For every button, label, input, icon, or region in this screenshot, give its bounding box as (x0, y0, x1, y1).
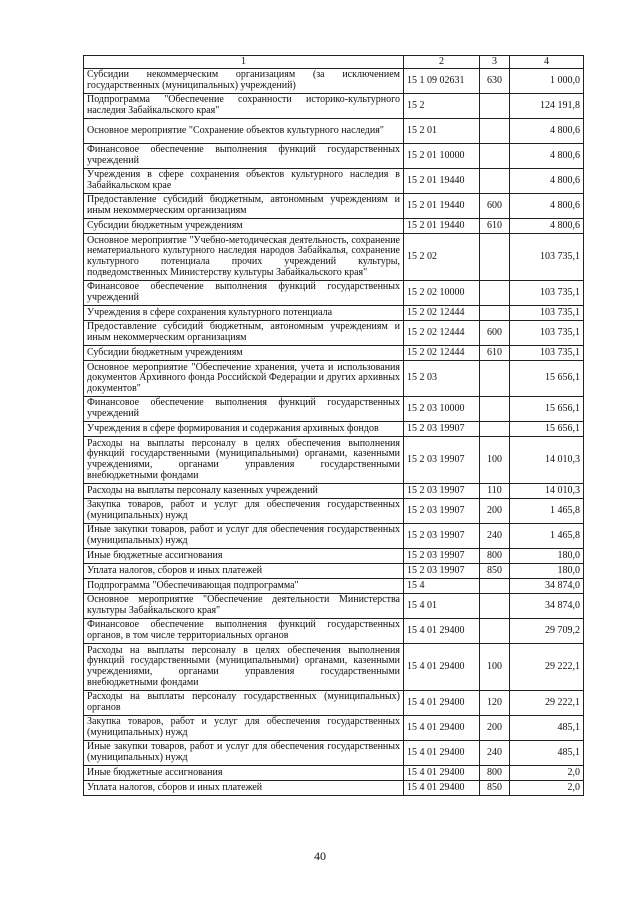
cell-expense-type: 850 (480, 564, 510, 579)
table-row (84, 484, 584, 499)
cell-expense-type: 240 (480, 741, 510, 766)
cell-name: Учреждения в сфере сохранения объектов культурного наследия в Забайкальском крае (84, 169, 404, 194)
cell-name: Основное мероприятие "Обеспечение хранения, учета и использования документов Архивного фонда Российской Федерации и других архивных документов" (84, 361, 404, 397)
cell-sum: 15 656,1 (510, 397, 584, 422)
cell-code: 15 4 01 29400 (404, 619, 480, 644)
cell-name: Предоставление субсидий бюджетным, автономным учреждениям и иным некоммерческим организациям (84, 194, 404, 219)
cell-expense-type (480, 169, 510, 194)
cell-expense-type: 110 (480, 484, 510, 499)
table-row (84, 361, 584, 397)
table-row (84, 194, 584, 219)
header-col-name: 1 (84, 56, 404, 69)
cell-name: Финансовое обеспечение выполнения функций государственных органов, в том числе территориальных органов (84, 619, 404, 644)
cell-code: 15 4 01 29400 (404, 691, 480, 716)
cell-sum: 1 465,8 (510, 499, 584, 524)
cell-sum: 14 010,3 (510, 484, 584, 499)
cell-code: 15 2 03 19907 (404, 422, 480, 437)
cell-expense-type: 610 (480, 346, 510, 361)
cell-name: Финансовое обеспечение выполнения функций государственных учреждений (84, 281, 404, 306)
cell-sum: 103 735,1 (510, 281, 584, 306)
cell-sum: 34 874,0 (510, 579, 584, 594)
table-row (84, 94, 584, 119)
page-number: 40 (314, 849, 326, 863)
table-row (84, 306, 584, 321)
cell-sum: 4 800,6 (510, 119, 584, 144)
table-row (84, 594, 584, 619)
cell-code: 15 2 01 (404, 119, 480, 144)
cell-sum: 4 800,6 (510, 219, 584, 234)
cell-code: 15 4 01 29400 (404, 741, 480, 766)
cell-name: Закупка товаров, работ и услуг для обеспечения государственных (муниципальных) нужд (84, 499, 404, 524)
cell-sum: 29 222,1 (510, 691, 584, 716)
header-col-code: 2 (404, 56, 480, 69)
cell-code: 15 2 03 19907 (404, 524, 480, 549)
cell-name: Расходы на выплаты персоналу в целях обеспечения выполнения функций государственными (муниципальными) органами, казенными учреждениями, органами управления государственными внебюджетными фондами (84, 437, 404, 484)
cell-expense-type: 800 (480, 766, 510, 781)
table-row (84, 346, 584, 361)
cell-code: 15 2 03 19907 (404, 564, 480, 579)
cell-name: Иные бюджетные ассигнования (84, 549, 404, 564)
table-row (84, 691, 584, 716)
cell-sum: 103 735,1 (510, 346, 584, 361)
cell-sum: 4 800,6 (510, 194, 584, 219)
table-header (84, 56, 584, 69)
cell-expense-type: 100 (480, 644, 510, 691)
table-row (84, 644, 584, 691)
cell-sum: 34 874,0 (510, 594, 584, 619)
cell-expense-type: 120 (480, 691, 510, 716)
cell-sum: 29 222,1 (510, 644, 584, 691)
table-row (84, 437, 584, 484)
cell-sum: 15 656,1 (510, 422, 584, 437)
table-row (84, 549, 584, 564)
cell-sum: 1 465,8 (510, 524, 584, 549)
cell-code: 15 2 02 12444 (404, 306, 480, 321)
table-row (84, 144, 584, 169)
cell-expense-type: 600 (480, 194, 510, 219)
header-row (84, 56, 584, 69)
cell-name: Учреждения в сфере формирования и содержания архивных фондов (84, 422, 404, 437)
cell-code: 15 2 03 (404, 361, 480, 397)
cell-expense-type (480, 397, 510, 422)
cell-expense-type (480, 306, 510, 321)
cell-name: Основное мероприятие "Обеспечение деятельности Министерства культуры Забайкальского края" (84, 594, 404, 619)
cell-expense-type (480, 119, 510, 144)
cell-sum: 14 010,3 (510, 437, 584, 484)
cell-sum: 1 000,0 (510, 69, 584, 94)
table-row (84, 422, 584, 437)
cell-code: 15 2 02 12444 (404, 346, 480, 361)
table-row (84, 169, 584, 194)
cell-sum: 4 800,6 (510, 144, 584, 169)
cell-sum: 103 735,1 (510, 306, 584, 321)
cell-code: 15 2 (404, 94, 480, 119)
cell-expense-type: 850 (480, 781, 510, 796)
cell-expense-type: 200 (480, 499, 510, 524)
cell-code: 15 2 01 19440 (404, 219, 480, 234)
budget-table (83, 55, 584, 796)
cell-code: 15 2 03 19907 (404, 484, 480, 499)
cell-code: 15 2 02 10000 (404, 281, 480, 306)
table-row (84, 781, 584, 796)
table-row (84, 281, 584, 306)
cell-expense-type (480, 94, 510, 119)
cell-code: 15 4 01 29400 (404, 644, 480, 691)
table-row (84, 564, 584, 579)
cell-code: 15 2 01 19440 (404, 194, 480, 219)
table-row (84, 766, 584, 781)
cell-name: Основное мероприятие "Учебно-методическая деятельность, сохранение нематериального культурного наследия народов Забайкалья, сохранение культурного потенциала прочих учреждений культуры, подведомственных Министерству культуры Забайкальского края" (84, 234, 404, 281)
cell-sum: 4 800,6 (510, 169, 584, 194)
cell-sum: 180,0 (510, 549, 584, 564)
cell-code: 15 1 09 02631 (404, 69, 480, 94)
cell-code: 15 4 01 29400 (404, 781, 480, 796)
table-row (84, 321, 584, 346)
table-row (84, 716, 584, 741)
cell-code: 15 2 03 19907 (404, 549, 480, 564)
table-row (84, 524, 584, 549)
cell-name: Иные бюджетные ассигнования (84, 766, 404, 781)
cell-expense-type: 240 (480, 524, 510, 549)
table-row (84, 499, 584, 524)
table-row (84, 119, 584, 144)
cell-code: 15 2 02 (404, 234, 480, 281)
cell-name: Закупка товаров, работ и услуг для обеспечения государственных (муниципальных) нужд (84, 716, 404, 741)
cell-expense-type (480, 281, 510, 306)
table-row (84, 69, 584, 94)
cell-expense-type: 600 (480, 321, 510, 346)
cell-expense-type (480, 234, 510, 281)
header-col-sum: 4 (510, 56, 584, 69)
cell-expense-type (480, 594, 510, 619)
cell-name: Основное мероприятие "Сохранение объектов культурного наследия" (84, 119, 404, 144)
cell-code: 15 2 03 19907 (404, 499, 480, 524)
cell-code: 15 4 01 29400 (404, 766, 480, 781)
cell-sum: 2,0 (510, 781, 584, 796)
cell-name: Субсидии бюджетным учреждениям (84, 219, 404, 234)
cell-expense-type (480, 144, 510, 169)
header-col-vr: 3 (480, 56, 510, 69)
cell-sum: 103 735,1 (510, 234, 584, 281)
cell-code: 15 2 01 10000 (404, 144, 480, 169)
cell-expense-type (480, 579, 510, 594)
cell-name: Расходы на выплаты персоналу государственных (муниципальных) органов (84, 691, 404, 716)
cell-expense-type (480, 619, 510, 644)
cell-sum: 103 735,1 (510, 321, 584, 346)
cell-name: Уплата налогов, сборов и иных платежей (84, 564, 404, 579)
table-row (84, 619, 584, 644)
cell-sum: 15 656,1 (510, 361, 584, 397)
cell-name: Финансовое обеспечение выполнения функций государственных учреждений (84, 144, 404, 169)
cell-name: Подпрограмма "Обеспечивающая подпрограмма" (84, 579, 404, 594)
cell-expense-type: 800 (480, 549, 510, 564)
cell-sum: 180,0 (510, 564, 584, 579)
table-row (84, 741, 584, 766)
cell-code: 15 2 03 19907 (404, 437, 480, 484)
cell-name: Расходы на выплаты персоналу в целях обеспечения выполнения функций государственными (муниципальными) органами, казенными учреждениями, органами управления государственными внебюджетными фондами (84, 644, 404, 691)
cell-code: 15 4 01 (404, 594, 480, 619)
cell-code: 15 4 01 29400 (404, 716, 480, 741)
cell-expense-type: 100 (480, 437, 510, 484)
cell-expense-type (480, 422, 510, 437)
cell-code: 15 2 03 10000 (404, 397, 480, 422)
cell-name: Иные закупки товаров, работ и услуг для обеспечения государственных (муниципальных) нужд (84, 741, 404, 766)
cell-name: Финансовое обеспечение выполнения функций государственных учреждений (84, 397, 404, 422)
cell-expense-type: 630 (480, 69, 510, 94)
cell-name: Уплата налогов, сборов и иных платежей (84, 781, 404, 796)
cell-name: Субсидии бюджетным учреждениям (84, 346, 404, 361)
table-row (84, 219, 584, 234)
cell-sum: 124 191,8 (510, 94, 584, 119)
cell-sum: 485,1 (510, 716, 584, 741)
cell-name: Подпрограмма "Обеспечение сохранности историко-культурного наследия Забайкальского края" (84, 94, 404, 119)
cell-expense-type: 610 (480, 219, 510, 234)
cell-name: Субсидии некоммерческим организациям (за исключением государственных (муниципальных) учреждений) (84, 69, 404, 94)
table-row (84, 397, 584, 422)
cell-sum: 29 709,2 (510, 619, 584, 644)
cell-expense-type: 200 (480, 716, 510, 741)
cell-name: Предоставление субсидий бюджетным, автономным учреждениям и иным некоммерческим организациям (84, 321, 404, 346)
cell-name: Расходы на выплаты персоналу казенных учреждений (84, 484, 404, 499)
cell-name: Учреждения в сфере сохранения культурного потенциала (84, 306, 404, 321)
cell-sum: 485,1 (510, 741, 584, 766)
table-row (84, 234, 584, 281)
table-body (84, 69, 584, 796)
cell-expense-type (480, 361, 510, 397)
cell-code: 15 2 02 12444 (404, 321, 480, 346)
table-row (84, 579, 584, 594)
cell-code: 15 2 01 19440 (404, 169, 480, 194)
cell-sum: 2,0 (510, 766, 584, 781)
cell-code: 15 4 (404, 579, 480, 594)
cell-name: Иные закупки товаров, работ и услуг для обеспечения государственных (муниципальных) нужд (84, 524, 404, 549)
